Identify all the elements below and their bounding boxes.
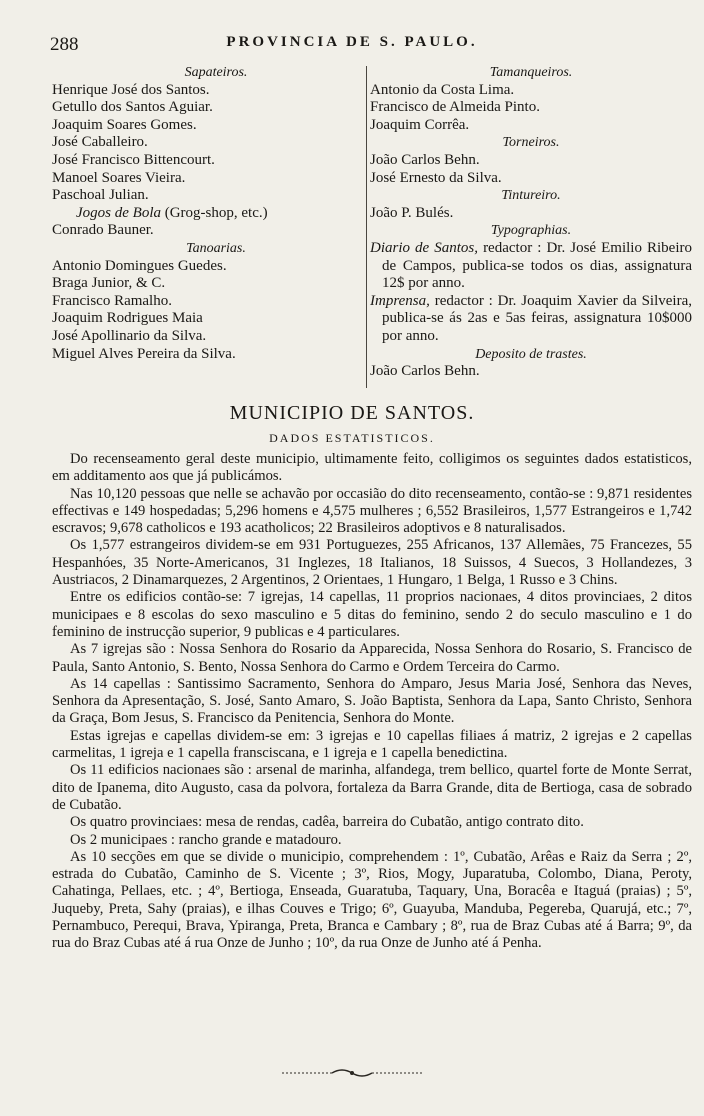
- left-column: [52, 64, 362, 363]
- entry-text: redactor : Dr. José Emilio Ribeiro de Campos, publica-se todos os dias, assignatura 12$ por anno.: [382, 239, 692, 292]
- section-body: [52, 451, 692, 953]
- list-item: Joaquim Soares Gomes.: [52, 116, 197, 133]
- heading-jogos-title: Jogos de Bola: [76, 204, 161, 221]
- list-item: Joaquim Corrêa.: [370, 116, 470, 133]
- heading-typographias: Typographias.: [490, 223, 572, 239]
- ornament-divider: [282, 1066, 422, 1080]
- paragraph: As 7 igrejas são : Nossa Senhora do Rosario da Apparecida, Nossa Senhora do Rosario, S. Francisco de Paula, Santo Antonio, S. Bento, Nossa Senhora do Carmo e Ordem Terceira do Carmo.: [52, 641, 692, 675]
- paragraph: Os quatro provinciaes: mesa de rendas, cadêa, barreira do Cubatão, antigo contrato dito.: [70, 814, 584, 831]
- heading-tamanqueiros: Tamanqueiros.: [489, 65, 573, 80]
- list-item: Miguel Alves Pereira da Silva.: [52, 345, 236, 362]
- entry-text: redactor : Dr. Joaquim Xavier da Silveira, publica-se ás 2as e 5as feiras, assignatura 10$000 por anno.: [382, 292, 692, 344]
- heading-torneiros: Torneiros.: [502, 135, 560, 151]
- list-item: José Ernesto da Silva.: [370, 169, 502, 186]
- heading-sapateiros: Sapateiros.: [184, 65, 248, 80]
- paragraph: Entre os edificios contão-se: 7 igrejas, 14 capellas, 11 proprios nacionaes, 4 ditos provinciaes, 2 ditos municipaes e 8 escolas do sexo masculino e 5 ditas do feminino, sendo 2 do seculo masculino e 1 do feminino de instrucção superior, 9 publicas e 4 particulares.: [52, 589, 692, 640]
- list-item: Paschoal Julian.: [52, 187, 149, 204]
- running-title: PROVINCIA DE S. PAULO.: [226, 34, 478, 50]
- list-item: José Apollinario da Silva.: [52, 327, 207, 344]
- typography-entry: [370, 240, 692, 293]
- list-item: Manoel Soares Vieira.: [52, 169, 186, 186]
- paragraph: Os 11 edificios nacionaes são : arsenal de marinha, alfandega, trem bellico, quartel forte de Monte Serrat, dito de Ipanema, dito Augusto, casa da polvora, fortaleza da Barra Grande, dita de Bertioga, casa de sobrado de Cubatão.: [52, 762, 692, 813]
- paragraph: Estas igrejas e capellas dividem-se em: 3 igrejas e 10 capellas filiaes á matriz, 2 igrejas e 2 capellas carmelitas, 1 igreja e 1 capella fransciscana, e 1 igreja e 1 capella benedictina.: [52, 727, 692, 762]
- heading-deposito: Deposito de trastes.: [475, 346, 587, 362]
- list-item: Getullo dos Santos Aguiar.: [52, 99, 213, 116]
- entry-title: Imprensa,: [370, 292, 430, 309]
- list-item: Henrique José dos Santos.: [52, 81, 210, 98]
- paragraph: Os 2 municipaes : rancho grande e matadouro.: [70, 831, 342, 848]
- heading-jogos-de-bola: [52, 205, 362, 223]
- paragraph: As 14 capellas : Santissimo Sacramento, Senhora do Amparo, Jesus Maria José, Senhora das Neves, Senhora da Apresentação, S. José, Santo Amaro, S. João Baptista, Senhora da Lapa, Santo Christo, Senhora da Graça, Bom Jesus, S. Francisco da Penitencia, Senhora do Monte.: [52, 675, 692, 727]
- page-number: 288: [50, 34, 79, 55]
- list-item: Conrado Bauner.: [52, 222, 154, 239]
- heading-jogos-note: (Grog-shop, etc.): [164, 204, 268, 221]
- list-item: José Caballeiro.: [52, 134, 148, 151]
- column-divider: [366, 66, 367, 388]
- paragraph: Os 1,577 estrangeiros dividem-se em 931 Portuguezes, 255 Africanos, 137 Allemães, 75 Francezes, 55 Hespanhóes, 35 Norte-Americanos, 31 Inglezes, 18 Italianos, 18 Suissos, 4 Suecos, 3 Hollandezes, 3 Austriacos, 2 Dinamarquezes, 2 Argentinos, 2 Orientaes, 1 Hungaro, 1 Belga, 1 Russo e 3 Chins.: [52, 537, 692, 589]
- section-title: MUNICIPIO DE SANTOS.: [229, 402, 475, 424]
- list-item: Francisco Ramalho.: [52, 292, 172, 309]
- list-item: Francisco de Almeida Pinto.: [370, 99, 540, 116]
- typography-entry: [370, 293, 692, 346]
- heading-tanoarias: Tanoarias.: [186, 240, 246, 256]
- list-item: João P. Bulés.: [370, 204, 454, 221]
- entry-title: Diario de Santos,: [370, 239, 479, 256]
- list-item: Antonio Domingues Guedes.: [52, 257, 227, 274]
- list-item: João Carlos Behn.: [370, 363, 480, 380]
- list-item: Antonio da Costa Lima.: [370, 81, 515, 98]
- list-item: Braga Junior, & C.: [52, 275, 166, 292]
- paragraph: Nas 10,120 pessoas que nelle se achavão por occasião do dito recenseamento, contão-se : 9,871 residentes effectivas e 149 hospedadas; 5,296 homens e 4,575 mulheres ; 6,552 Brasileiros, 1,577 Estrangeiros e 1,742 escravos; 9,678 catholicos e 193 acatholicos; 22 Brasileiros adoptivos e 8 naturalisados.: [52, 485, 692, 537]
- list-item: José Francisco Bittencourt.: [52, 151, 215, 168]
- list-item: Joaquim Rodrigues Maia: [52, 310, 203, 327]
- paragraph: Do recenseamento geral deste municipio, ultimamente feito, colligimos os seguintes dados estatisticos, em additamento aos que já publicámos.: [52, 451, 692, 485]
- section-subtitle: DADOS ESTATISTICOS.: [269, 431, 435, 445]
- paragraph: As 10 secções em que se divide o municipio, comprehendem : 1º, Cubatão, Arêas e Raiz da Serra ; 2º, estrada do Cubatão, Caminho de S. Vicente ; 3º, Rios, Mogy, Juparatuba, Colombo, Diana, Peroty, Cahatinga, Pellaes, etc. ; 4º, Bertioga, Enseada, Guaratuba, Taquary, Una, Boracêa e Itaguá (praias) ; 5º, Juqueby, Preta, Sahy (praias), e ilhas Couves e Trigo; 6º, Guayuba, Manduba, Pegereba, Quarujá, etc.; 7º, Pernambuco, Perequi, Brava, Ypiranga, Preta, Branca e Cambary ; 8º, rua de Braz Cubas até á Barra; 9º, da rua do Braz Cubas até á rua Onze de Junho ; 10º, da rua Onze de Junho até á Penha.: [52, 848, 692, 952]
- list-item: João Carlos Behn.: [370, 151, 480, 168]
- heading-tintureiro: Tintureiro.: [501, 188, 561, 204]
- right-column: [370, 64, 692, 381]
